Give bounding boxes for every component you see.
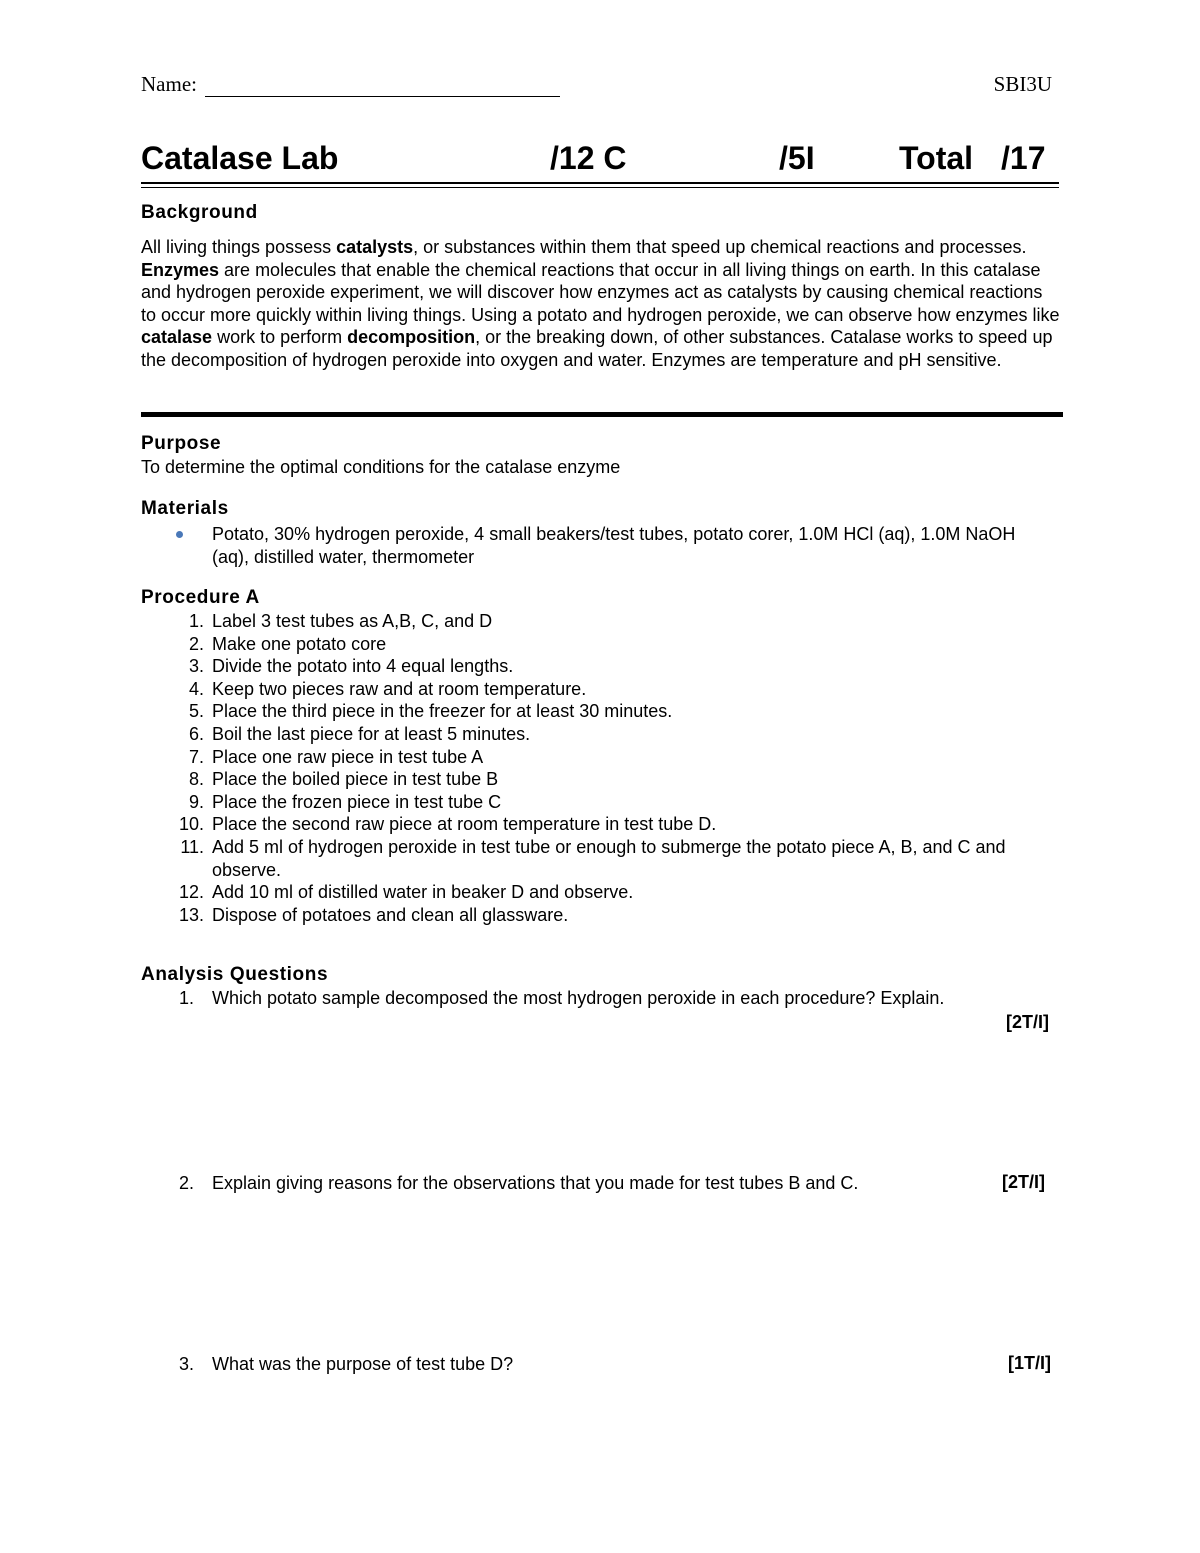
section-divider bbox=[141, 412, 1063, 417]
procedure-step bbox=[141, 836, 1061, 881]
inquiry-mark: /5I bbox=[779, 140, 815, 176]
question-number: 1. bbox=[178, 988, 194, 1008]
step-text: Divide the potato into 4 equal lengths. bbox=[212, 656, 514, 677]
name-field bbox=[141, 72, 560, 97]
step-number: 13. bbox=[178, 904, 204, 925]
background-heading: Background bbox=[141, 202, 258, 223]
purpose-text: To determine the optimal conditions for the catalase enzyme bbox=[141, 457, 621, 477]
procedure-step bbox=[141, 813, 1061, 836]
procedure-list bbox=[141, 610, 1061, 926]
bg-term-catalysts: catalysts bbox=[336, 237, 414, 257]
procedure-step bbox=[141, 610, 1061, 633]
procedure-step bbox=[141, 633, 1061, 656]
question-number: 2. bbox=[178, 1173, 194, 1193]
step-text: Make one potato core bbox=[212, 633, 387, 654]
step-number: 10. bbox=[178, 814, 204, 835]
communication-mark: /12 C bbox=[550, 140, 627, 176]
step-number: 9. bbox=[188, 791, 204, 812]
course-code: SBI3U bbox=[993, 72, 1052, 96]
name-label: Name: bbox=[141, 72, 197, 96]
bg-text-3: are molecules that enable the chemical reactions that occur in all living things on earth. In this catalase and hydrogen peroxide experiment, we will discover how enzymes act as catalysts by causing chemical reactions to occur more quickly within living things. Using a potato and hydrogen peroxide, we can observe how enzymes like bbox=[141, 259, 1060, 325]
step-number: 8. bbox=[188, 769, 204, 790]
title-row bbox=[141, 140, 1059, 182]
materials-text: Potato, 30% hydrogen peroxide, 4 small beakers/test tubes, potato corer, 1.0M HCl (aq), 1.0M NaOH (aq), distilled water, thermometer bbox=[212, 524, 1016, 567]
step-text: Keep two pieces raw and at room temperature. bbox=[212, 678, 587, 699]
procedure-step bbox=[141, 746, 1061, 769]
purpose-heading: Purpose bbox=[141, 433, 222, 454]
question-3-mark: [1T/I] bbox=[1008, 1353, 1051, 1373]
step-text: Label 3 test tubes as A,B, C, and D bbox=[212, 611, 493, 631]
step-number: 2. bbox=[188, 633, 204, 654]
bg-term-enzymes: Enzymes bbox=[141, 259, 220, 280]
step-number: 3. bbox=[188, 656, 204, 677]
question-text: Explain giving reasons for the observations that you made for test tubes B and C. bbox=[212, 1173, 859, 1193]
total-label: Total bbox=[899, 140, 974, 176]
step-text: Add 5 ml of hydrogen peroxide in test tube or enough to submerge the potato piece A, B, and C and observe. bbox=[212, 836, 1006, 880]
procedure-step bbox=[141, 768, 1061, 791]
step-text: Place the second raw piece at room temperature in test tube D. bbox=[212, 814, 717, 835]
name-blank-line[interactable] bbox=[205, 76, 560, 97]
bg-text-1: All living things possess bbox=[141, 237, 337, 257]
question-2-mark: [2T/I] bbox=[1002, 1172, 1045, 1192]
bg-term-decomposition: decomposition bbox=[347, 327, 476, 348]
procedure-step bbox=[141, 655, 1061, 678]
analysis-heading: Analysis Questions bbox=[141, 964, 329, 985]
bg-term-catalase: catalase bbox=[141, 327, 213, 348]
procedure-heading: Procedure A bbox=[141, 587, 260, 608]
bullet-icon bbox=[176, 531, 183, 538]
step-number: 1. bbox=[188, 611, 204, 631]
step-number: 7. bbox=[188, 746, 204, 767]
question-1-mark: [2T/I] bbox=[1006, 1012, 1049, 1032]
page-title: Catalase Lab bbox=[141, 140, 339, 176]
procedure-step bbox=[141, 700, 1061, 723]
procedure-step bbox=[141, 904, 1061, 927]
step-number: 5. bbox=[188, 701, 204, 722]
step-text: Place one raw piece in test tube A bbox=[212, 746, 484, 767]
materials-heading: Materials bbox=[141, 498, 229, 519]
total-mark: /17 bbox=[1001, 140, 1046, 176]
step-number: 12. bbox=[178, 882, 204, 903]
step-text: Place the frozen piece in test tube C bbox=[212, 791, 502, 812]
question-text: What was the purpose of test tube D? bbox=[212, 1354, 514, 1374]
procedure-step bbox=[141, 791, 1061, 814]
step-text: Place the boiled piece in test tube B bbox=[212, 769, 499, 790]
question-number: 3. bbox=[178, 1354, 194, 1374]
step-text: Dispose of potatoes and clean all glassware. bbox=[212, 904, 569, 925]
background-paragraph bbox=[141, 236, 1061, 372]
step-text: Add 10 ml of distilled water in beaker D and observe. bbox=[212, 882, 634, 903]
procedure-step bbox=[141, 723, 1061, 746]
step-number: 6. bbox=[188, 723, 204, 744]
step-number: 4. bbox=[188, 678, 204, 699]
title-divider bbox=[141, 182, 1059, 188]
bg-text-5: , or the breaking down, of other substances. Catalase works to speed up the decomposition of hydrogen peroxide into oxygen and water. Enzymes are temperature and pH sensitive. bbox=[141, 327, 1053, 370]
bg-text-2: , or substances within them that speed up chemical reactions and processes. bbox=[413, 237, 1027, 257]
step-number: 11. bbox=[180, 836, 204, 857]
step-text: Boil the last piece for at least 5 minutes. bbox=[212, 723, 531, 744]
procedure-step bbox=[141, 678, 1061, 701]
bg-text-4: work to perform bbox=[212, 327, 348, 348]
procedure-step bbox=[141, 881, 1061, 904]
question-text: Which potato sample decomposed the most hydrogen peroxide in each procedure? Explain. bbox=[212, 988, 945, 1008]
step-text: Place the third piece in the freezer for at least 30 minutes. bbox=[212, 701, 673, 722]
